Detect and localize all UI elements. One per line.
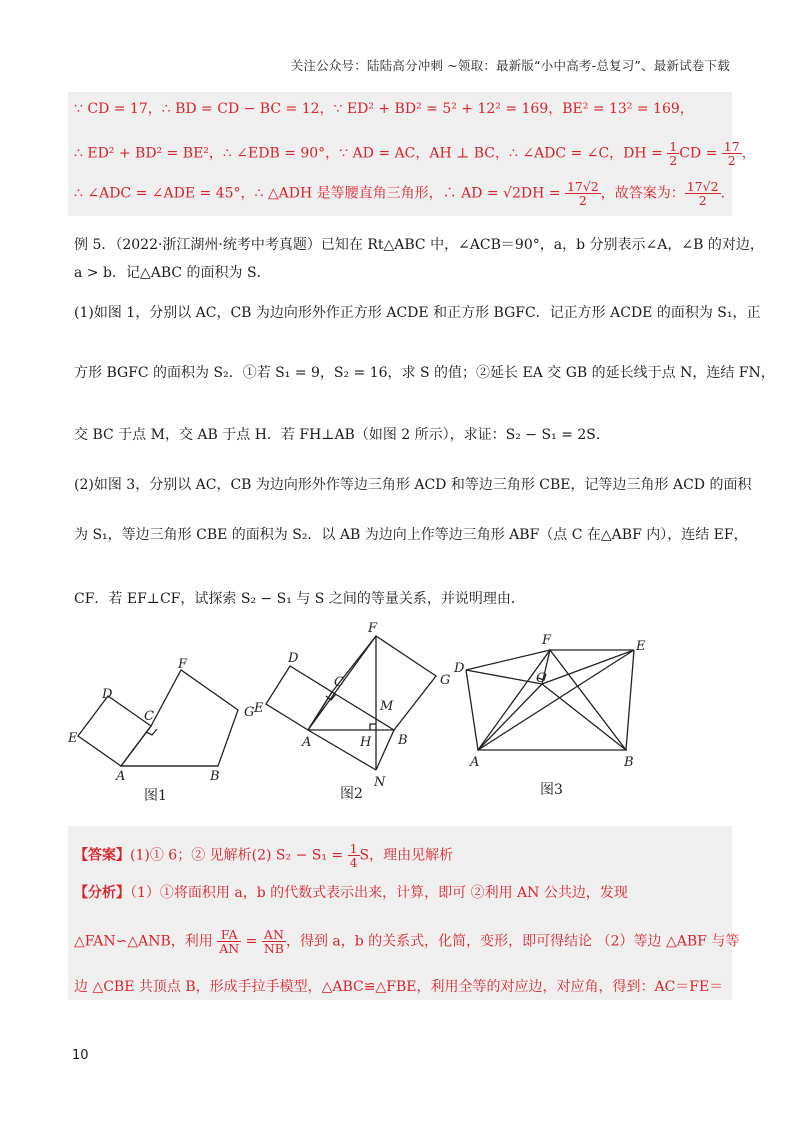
analysis-equals: = <box>241 933 262 950</box>
fig3-label-A: A <box>470 755 480 770</box>
fraction-num: 1 <box>669 139 678 154</box>
problem-line-3: (1)如图 1，分别以 AC，CB 为边向形外作正方形 ACDE 和正方形 BGFC．记正方形 ACDE 的面积为 S₁，正 <box>74 305 761 321</box>
solution-line-3 <box>74 180 732 207</box>
fig2-label-G: G <box>440 673 451 688</box>
analysis-line-1-text: （1）①将面积用 a，b 的代数式表示出来，计算，即可 ②利用 AN 公共边，发现 <box>130 885 628 901</box>
fig2-label-E: E <box>254 701 264 716</box>
solution-line-2-text-c: ， <box>741 145 756 162</box>
fig2-label-A: A <box>302 735 312 750</box>
fraction-17root2-over-2 <box>565 180 601 207</box>
answer-tag: 【答案】 <box>74 847 130 864</box>
fig1-label-C: C <box>144 709 154 724</box>
answer-line <box>74 842 732 869</box>
fraction-den: 4 <box>349 855 358 871</box>
fraction-half <box>667 140 679 167</box>
fig1-label-A: A <box>116 769 126 784</box>
fraction-num: 17 <box>723 139 740 154</box>
solution-line-2-text-b: CD = <box>679 145 722 162</box>
fig2-caption: 图2 <box>340 786 363 802</box>
answer-text-a: (1)① 6；② 见解析(2) S₂ − S₁ = <box>130 847 348 864</box>
fraction-num: AN <box>262 928 286 942</box>
fig3-label-F: F <box>542 633 552 648</box>
fraction-quarter <box>348 842 360 869</box>
fraction-answer <box>685 180 721 207</box>
fraction-an-nb <box>262 928 286 955</box>
problem-line-5: 交 BC 于点 M，交 AB 于点 H．若 FH⊥AB（如图 2 所示），求证：S₂ − S₁ = 2S． <box>74 427 610 443</box>
solution-line-1: ∵ CD = 17，∴ BD = CD − BC = 12，∵ ED² + BD² = 5² + 12² = 169，BE² = 13² = 169， <box>74 101 694 117</box>
fraction-den: 2 <box>669 153 678 169</box>
problem-line-2: a > b．记△ABC 的面积为 S． <box>74 265 271 281</box>
fraction-fa-an <box>217 928 241 955</box>
fraction-num: 17√2 <box>686 179 719 194</box>
fig3-label-C: C <box>536 671 546 686</box>
analysis-line-2-text-b: ，得到 a，b 的关系式，化简，变形，即可得结论 （2）等边 △ABF 与等 <box>285 933 740 950</box>
fraction-num: 1 <box>349 841 358 856</box>
solution-line-2-text-a: ∴ ED² + BD² = BE²，∴ ∠EDB = 90°，∵ AD = AC，AH ⊥ BC，∴ ∠ADC = ∠C，DH = <box>74 145 668 162</box>
answer-text-b: S，理由见解析 <box>359 847 454 864</box>
fig3-caption: 图3 <box>540 782 563 798</box>
problem-line-8: CF．若 EF⊥CF，试探索 S₂ − S₁ 与 S 之间的等量关系，并说明理由． <box>74 591 525 607</box>
fig2-label-D: D <box>288 651 299 666</box>
solution-line-3-text-a: ∴ ∠ADC = ∠ADE = 45°，∴ △ADH 是等腰直角三角形，∴ AD = √2DH = <box>74 185 565 202</box>
fig2-label-C: C <box>334 675 344 690</box>
fig1-label-E: E <box>68 731 78 746</box>
problem-line-7: 为 S₁，等边三角形 CBE 的面积为 S₂．以 AB 为边向上作等边三角形 ABF（点 C 在△ABF 内），连结 EF， <box>74 527 748 543</box>
problem-line-1: 例 5．（2022·浙江湖州·统考中考真题）已知在 Rt△ABC 中，∠ACB＝90°，a，b 分别表示∠A，∠B 的对边， <box>74 237 764 253</box>
fraction-den: 2 <box>578 193 587 209</box>
fig1-label-G: G <box>244 705 255 720</box>
fraction-17-over-2 <box>722 140 742 167</box>
fig2-label-M: M <box>380 699 394 714</box>
figure-1 <box>78 670 238 766</box>
fraction-den: AN <box>219 941 240 957</box>
solution-line-3-text-c: . <box>720 185 726 202</box>
fig1-label-D: D <box>102 687 113 702</box>
fig3-label-D: D <box>454 661 465 676</box>
problem-line-6: (2)如图 3，分别以 AC，CB 为边向形外作等边三角形 ACD 和等边三角形 CBE，记等边三角形 ACD 的面积 <box>74 477 752 493</box>
fig2-label-B: B <box>398 733 408 748</box>
solution-line-2 <box>74 139 756 169</box>
page-number: 10 <box>72 1048 89 1063</box>
analysis-tag: 【分析】 <box>74 885 130 901</box>
fig3-label-B: B <box>624 755 634 770</box>
problem-line-4: 方形 BGFC 的面积为 S₂．①若 S₁ = 9，S₂ = 16，求 S 的值；②延长 EA 交 GB 的延长线于点 N，连结 FN， <box>74 365 775 381</box>
fig2-label-F: F <box>368 621 378 636</box>
analysis-line-2-text-a: △FAN∽△ANB，利用 <box>74 933 218 950</box>
solution-line-3-text-b: ，故答案为： <box>600 185 685 202</box>
analysis-line-1 <box>74 882 732 902</box>
fig3-label-E: E <box>636 639 646 654</box>
fig2-label-N: N <box>374 775 386 790</box>
analysis-line-2 <box>74 927 740 957</box>
analysis-line-3: 边 △CBE 共顶点 B，形成手拉手模型，△ABC≌△FBE，利用全等的对应边，对应角，得到：AC＝FE＝ <box>74 979 724 995</box>
fraction-den: 2 <box>727 153 736 169</box>
fraction-den: 2 <box>698 193 707 209</box>
fig2-label-H: H <box>360 735 372 750</box>
fraction-num: FA <box>217 928 241 942</box>
fraction-den: NB <box>263 941 284 957</box>
fig1-label-F: F <box>178 657 188 672</box>
fig1-label-B: B <box>210 769 220 784</box>
fig1-caption: 图1 <box>144 788 167 804</box>
figure-3 <box>466 650 634 750</box>
fraction-num: 17√2 <box>566 179 599 194</box>
geometry-figures <box>68 620 688 820</box>
page-header: 关注公众号：陆陆高分冲刺 ~领取：最新版“小中高考-总复习”、最新试卷下载 <box>290 58 730 73</box>
